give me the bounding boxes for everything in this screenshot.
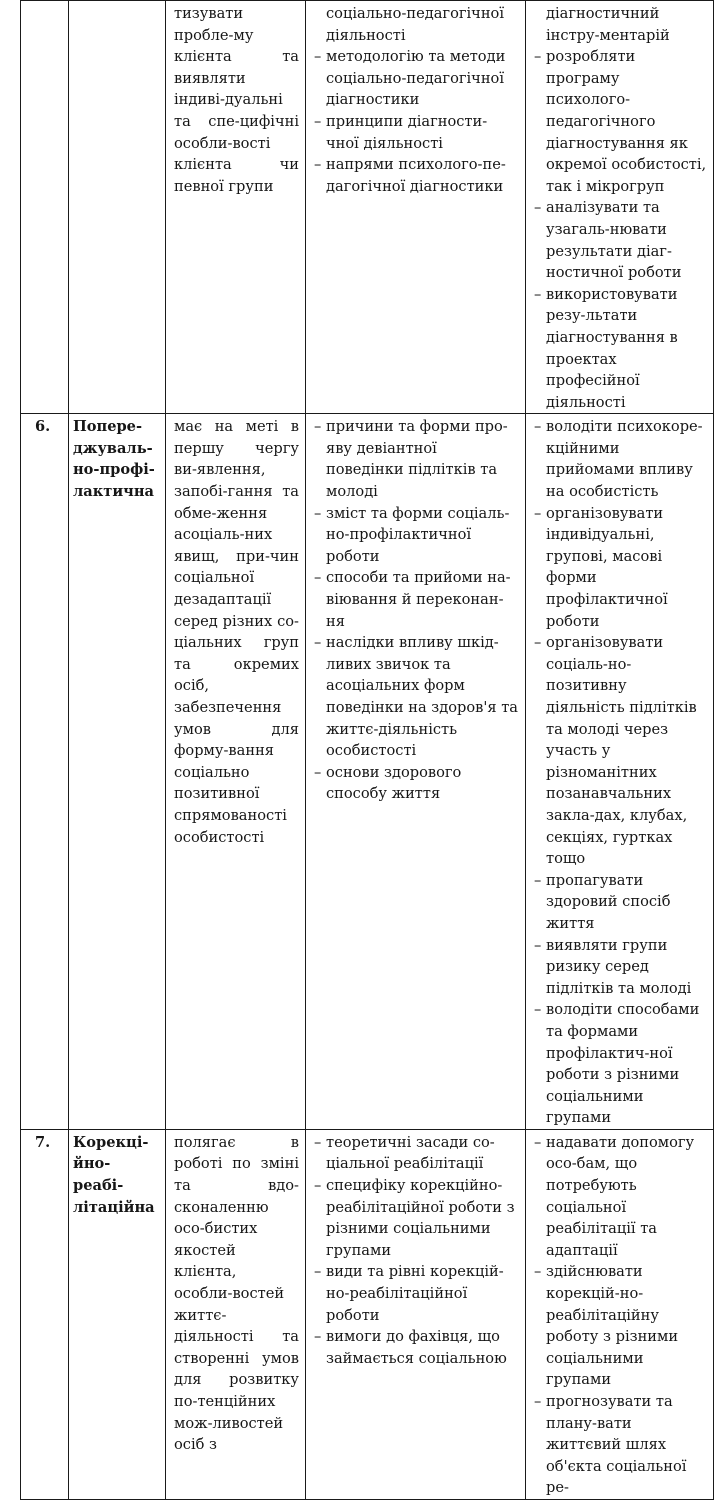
knowledge-item: – причини та форми про-яву девіантної поведінки підлітків та молоді [314, 416, 519, 502]
skill-item: – аналізувати та узагаль-нювати результати діаг-ностичної роботи [534, 197, 707, 283]
skill-item: – організовувати соціаль-но-позитивну діяльність підлітків та молоді через участь у різноманітних позанавчальних закла-дах, клубах, секціях, гуртках тощо [534, 632, 707, 870]
skill-item: – організовувати індивідуальні, групові, масові форми профілактичної роботи [534, 503, 707, 633]
knowledge-cell [306, 414, 526, 1130]
skill-item: – прогнозувати та плану-вати життєвий шлях об'єкта соціальної ре- [534, 1391, 707, 1499]
skill-item: – пропагувати здоровий спосіб життя [534, 870, 707, 935]
skill-item: – виявляти групи ризику серед підлітків та молоді [534, 935, 707, 1000]
competency-table [20, 0, 714, 1500]
function-essence: має на меті в першу чергу ви-явлення, запобі-гання та обме-ження асоціаль-них явищ, при-чин соціальної дезадаптації серед різних со-ціальних груп та окремих осіб, забезпечення умов для форму-вання соціально позитивної спрямованості особистості [166, 414, 306, 1130]
function-essence: полягає в роботі по зміні та вдо-сконаленню осо-бистих якостей клієнта, особли-востей життє-діяльності та створенні умов для розвитку по-тенційних мож-ливостей осіб з [166, 1129, 306, 1499]
knowledge-item: – основи здорового способу життя [314, 762, 519, 805]
knowledge-item: – наслідки впливу шкід-ливих звичок та асоціальних форм поведінки на здоров'я та життє-діяльність особистості [314, 632, 519, 762]
knowledge-item: – напрями психолого-пе-дагогічної діагностики [314, 154, 519, 197]
table-row [21, 1, 714, 414]
skill-item: – надавати допомогу осо-бам, що потребують соціальної реабілітації та адаптації [534, 1132, 707, 1262]
knowledge-item: – види та рівні корекцій-но-реабілітаційної роботи [314, 1261, 519, 1326]
row-number [21, 1, 69, 414]
knowledge-cell [306, 1129, 526, 1499]
skills-cell [526, 414, 714, 1130]
knowledge-item: соціально-педагогічної діяльності [326, 5, 504, 44]
function-name [69, 1, 166, 414]
function-name: Корекці-йно-реабі-літаційна [69, 1129, 166, 1499]
row-number: 7. [21, 1129, 69, 1499]
table-row [21, 1129, 714, 1499]
skills-cell [526, 1129, 714, 1499]
row-number: 6. [21, 414, 69, 1130]
knowledge-item: – вимоги до фахівця, що займається соціальною [314, 1326, 519, 1369]
knowledge-item: – способи та прийоми на-віювання й переконан-ня [314, 567, 519, 632]
table-row [21, 414, 714, 1130]
knowledge-item: – зміст та форми соціаль-но-профілактичної роботи [314, 503, 519, 568]
skill-item: – здійснювати корекцій-но-реабілітаційну роботу з різними соціальними групами [534, 1261, 707, 1391]
function-essence: тизувати пробле-му клієнта та виявляти індиві-дуальні та спе-цифічні особли-вості клієнта чи певної групи [166, 1, 306, 414]
skill-item: діагностичний інстру-ментарій [546, 5, 670, 44]
skills-cell [526, 1, 714, 414]
skill-item: – розробляти програму психолого-педагогічного діагностування як окремої особистості, так і мікрогруп [534, 46, 707, 197]
skill-item: – використовувати резу-льтати діагностування в проектах професійної діяльності [534, 284, 707, 414]
function-name: Попере-джуваль-но-профі-лактична [69, 414, 166, 1130]
skill-item: – володіти психокоре-кційними прийомами впливу на особистість [534, 416, 707, 502]
knowledge-item: – методологію та методи соціально-педагогічної діагностики [314, 46, 519, 111]
knowledge-cell [306, 1, 526, 414]
knowledge-item: – теоретичні засади со-ціальної реабілітації [314, 1132, 519, 1175]
skill-item: – володіти способами та формами профілактич-ної роботи з різними соціальними групами [534, 999, 707, 1129]
knowledge-item: – принципи діагности-чної діяльності [314, 111, 519, 154]
knowledge-item: – специфіку корекційно-реабілітаційної роботи з різними соціальними групами [314, 1175, 519, 1261]
